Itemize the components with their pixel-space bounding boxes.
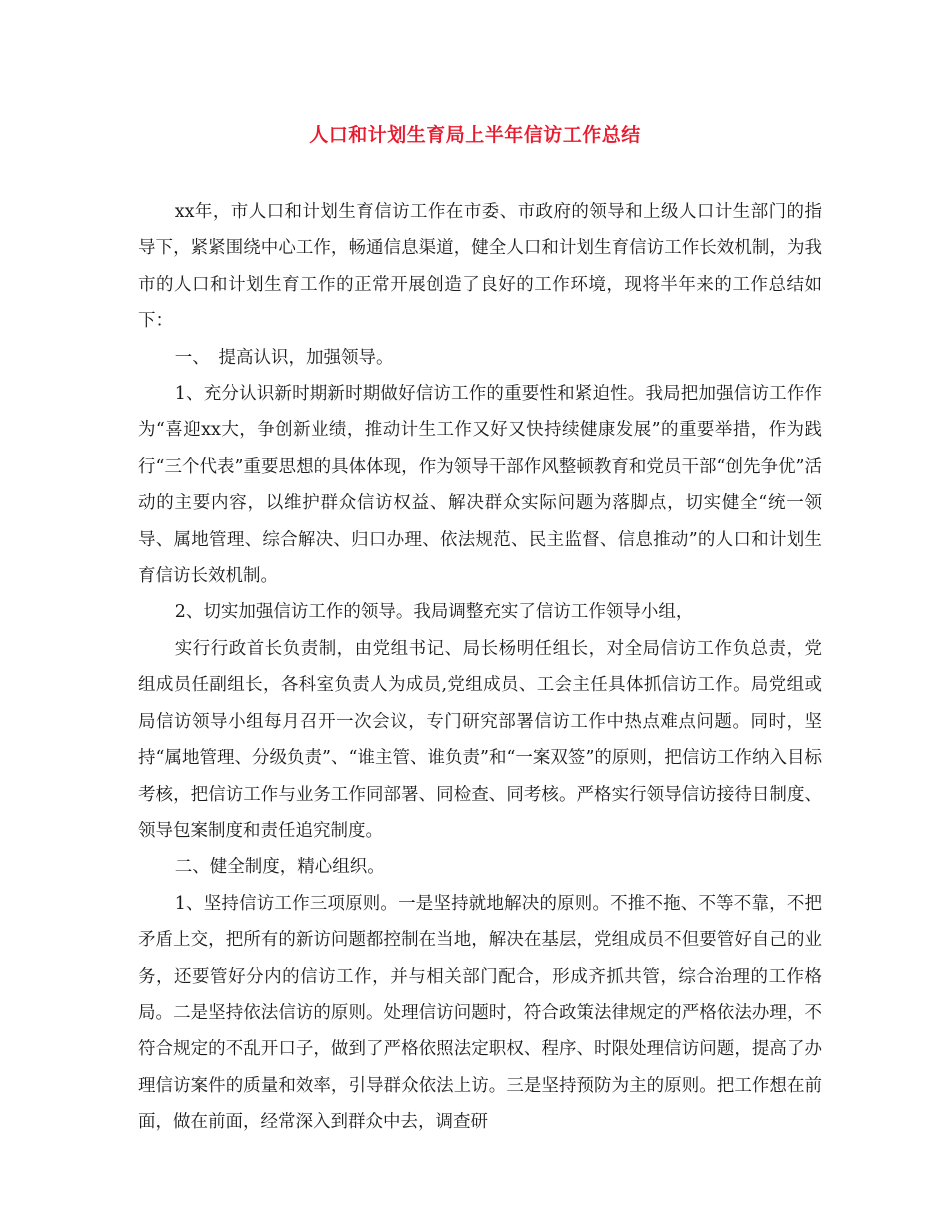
paragraph-1-1: 1、充分认识新时期新时期做好信访工作的重要性和紧迫性。我局把加强信访工作作为“喜迎xx大，争创新业绩，推动计生工作又好又快持续健康发展”的重要举措，作为践行“三个代表”重要思想的具体体现，作为领导干部作风整顿教育和党员干部“创先争优”活动的主要内容，以维护群众信访权益、解决群众实际问题为落脚点，切实健全“统一领导、属地管理、综合解决、归口办理、依法规范、民主监督、信息推动”的人口和计划生育信访长效机制。 — [138, 384, 822, 587]
paragraph-1-2: 2、切实加强信访工作的领导。我局调整充实了信访工作领导小组， — [174, 602, 694, 623]
paragraph-intro: xx年，市人口和计划生育信访工作在市委、市政府的领导和上级人口计生部门的指导下，紧紧围绕中心工作，畅通信息渠道，健全人口和计划生育信访工作长效机制，为我市的人口和计划生育工作的正常开展创造了良好的工作环境，现将半年来的工作总结如下： — [138, 202, 822, 332]
document-title: 人口和计划生育局上半年信访工作总结 — [309, 124, 641, 146]
paragraph-1-2-continued: 实行行政首长负责制，由党组书记、局长杨明任组长，对全局信访工作负总责，党组成员任副组长，各科室负责人为成员,党组成员、工会主任具体抓信访工作。局党组或局信访领导小组每月召开一次会议，专门研究部署信访工作中热点难点问题。同时，坚持“属地管理、分级负责”、“谁主管、谁负责”和“一案双签”的原则，把信访工作纳入目标考核，把信访工作与业务工作同部署、同检查、同考核。严格实行领导信访接待日制度、领导包案制度和责任追究制度。 — [138, 638, 822, 841]
document-body — [138, 194, 822, 1141]
paragraph-2-1: 1、坚持信访工作三项原则。一是坚持就地解决的原则。不推不拖、不等不靠，不把矛盾上交，把所有的新访问题都控制在当地，解决在基层，党组成员不但要管好自己的业务，还要管好分内的信访工作，并与相关部门配合，形成齐抓共管，综合治理的工作格局。二是坚持依法信访的原则。处理信访问题时，符合政策法律规定的严格依法办理，不符合规定的不乱开口子，做到了严格依照法定职权、程序、时限处理信访问题，提高了办理信访案件的质量和效率，引导群众依法上访。三是坚持预防为主的原则。把工作想在前面，做在前面，经常深入到群众中去，调查研 — [138, 893, 822, 1133]
section-heading-1: 一、 提高认识，加强领导。 — [174, 347, 394, 368]
section-heading-2: 二、健全制度，精心组织。 — [174, 857, 385, 878]
